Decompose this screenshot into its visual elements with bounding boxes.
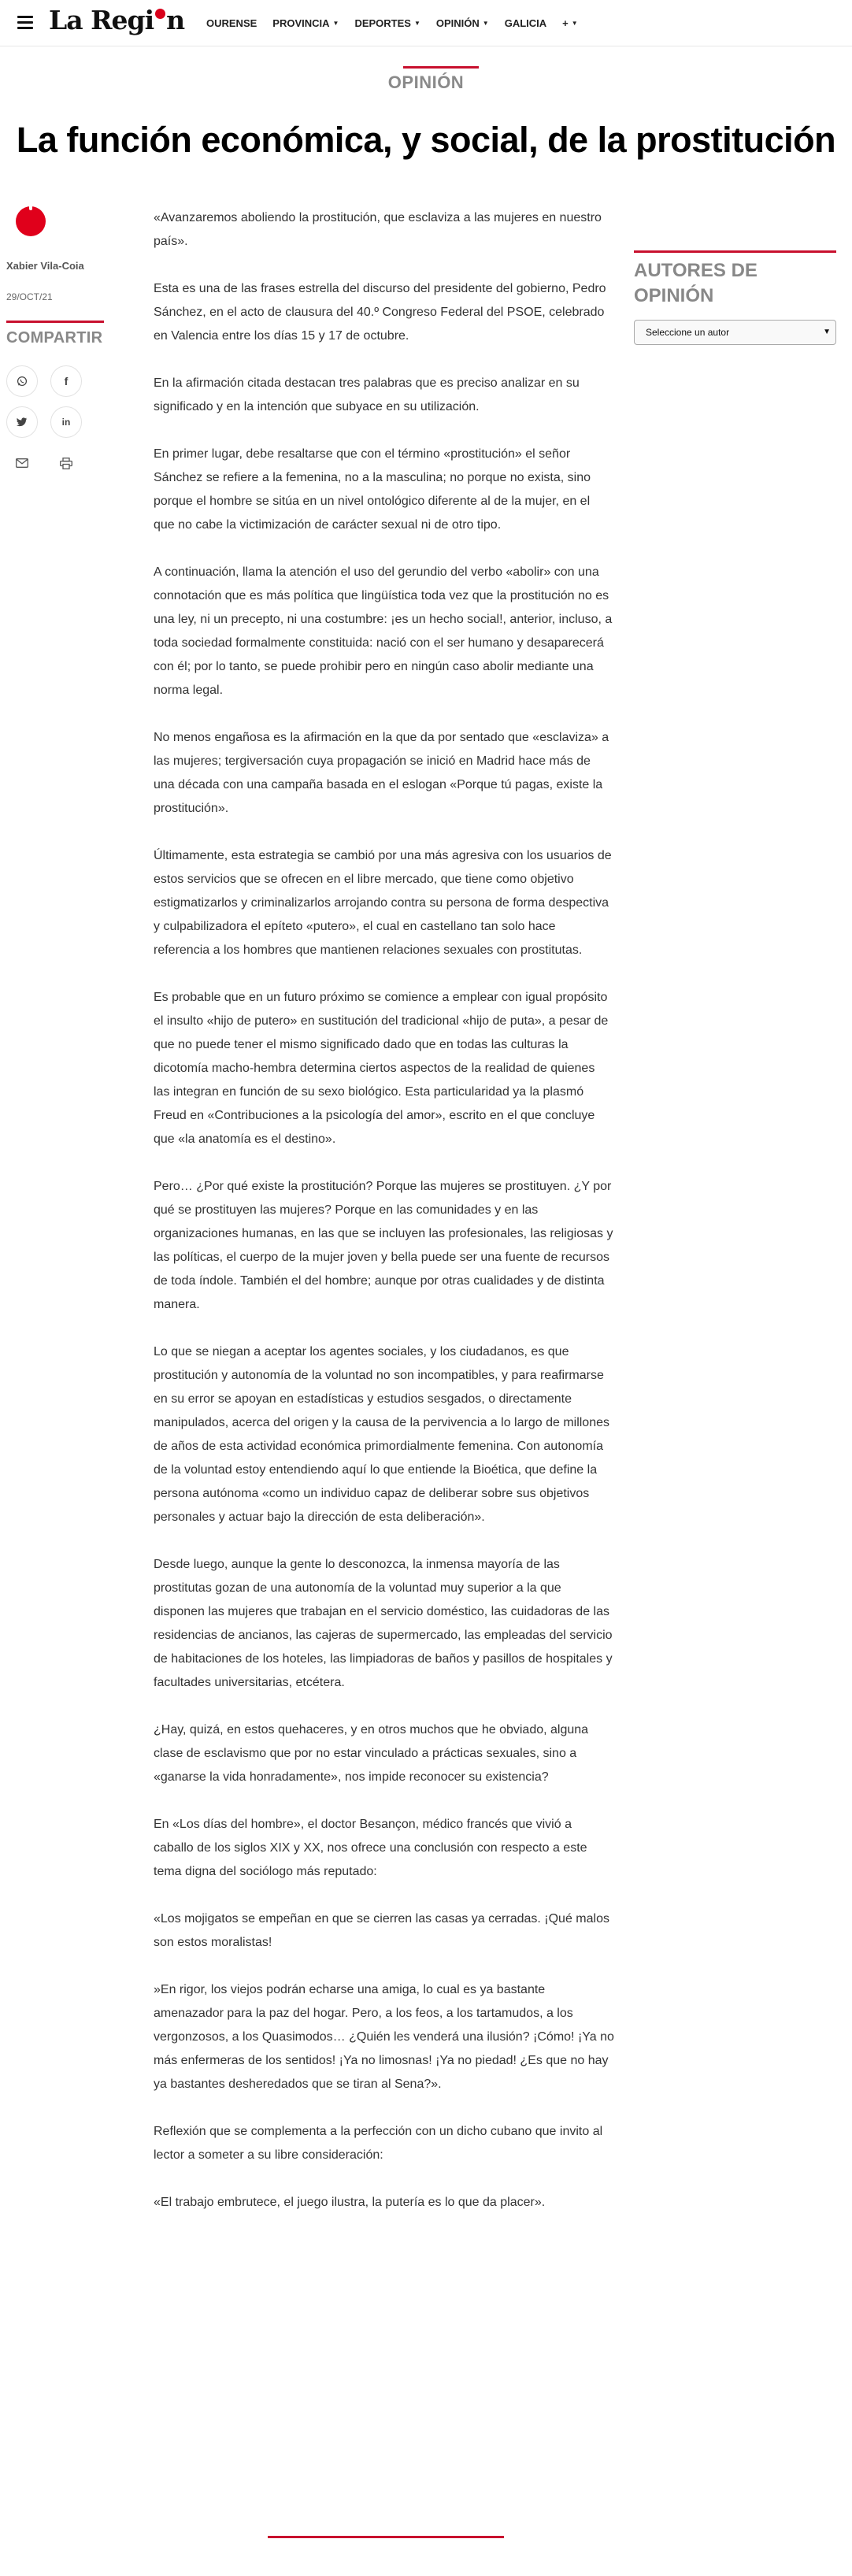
chevron-down-icon: ▼ — [413, 19, 420, 27]
chevron-down-icon: ▼ — [823, 328, 831, 336]
publish-date: 29/OCT/21 — [6, 291, 53, 302]
nav-item-label: DEPORTES — [354, 17, 411, 29]
share-accent-line — [6, 321, 104, 323]
section-label[interactable]: OPINIÓN — [387, 72, 465, 92]
article-paragraph: Desde luego, aunque la gente lo desconozca, la inmensa mayoría de las prostitutas gozan de una autonomía de la voluntad muy superior a la que disponen las mujeres que trabajan en el servicio doméstico, las cuidadoras de las residencias de ancianos, las cajeras de supermercado, las empleadas del servicio de habitaciones de los hoteles, las limpiadoras de baños y pasillos de hospitales y facultades universitarias, etcétera. — [154, 1558, 613, 1689]
main-nav — [206, 0, 594, 46]
article-paragraph: No menos engañosa es la afirmación en la que da por sentado que «esclaviza» a las mujeres; tergiversación cuya propagación se inició en Madrid hace más de una década con una campaña basada en el eslogan «Porque tú pagas, existe la prostitución». — [154, 731, 609, 815]
whatsapp-icon — [17, 376, 28, 387]
nav-item-0[interactable] — [206, 17, 257, 29]
author-name[interactable]: Xabier Vila-Coia — [6, 260, 84, 272]
logo-dot — [155, 9, 165, 19]
nav-item-label: + — [562, 17, 569, 29]
share-linkedin-button[interactable] — [50, 406, 82, 438]
article-end-line — [268, 2536, 504, 2538]
nav-item-1[interactable] — [272, 17, 339, 29]
article-paragraph: A continuación, llama la atención el uso del gerundio del verbo «abolir» con una connotación que es más política que lingüística toda vez que la prostitución no es una ley, ni un precepto, ni una costumbre: ¡es un hecho social!, anterior, incluso, a toda sociedad formalmente constituida: nació con el ser humano y desaparecerá con él; por lo tanto, se puede prohibir pero en ningún caso abolir mediante una norma legal. — [154, 565, 613, 697]
article-paragraph: En primer lugar, debe resaltarse que con el término «prostitución» el señor Sánchez se refiere a la femenina, no a la masculina; no porque no exista, sino porque el hombre se sitúa en un nivel ontológico diferente al de la mujer, en el que no cabe la victimización de carácter sexual ni de otro tipo. — [154, 447, 591, 532]
sidebar-title: AUTORES DE OPINIÓN — [634, 260, 758, 306]
nav-item-2[interactable] — [354, 17, 420, 29]
share-title: COMPARTIR — [6, 329, 103, 347]
nav-item-label: GALICIA — [504, 17, 547, 29]
nav-item-4[interactable] — [505, 17, 546, 29]
facebook-icon: f — [64, 375, 69, 387]
share-facebook-button[interactable] — [50, 365, 82, 397]
article-body — [154, 206, 614, 2238]
article-paragraph: «Avanzaremos aboliendo la prostitución, que esclaviza a las mujeres en nuestro país». — [154, 211, 602, 248]
article-paragraph: Pero… ¿Por qué existe la prostitución? Porque las mujeres se prostituyen. ¿Y por qué se prostituyen las mujeres? Porque en las comunidades y en las organizaciones humanas, en las que se incluyen las profesionales, las religiosas y las políticas, el cuerpo de la mujer joven y bella puede ser una fuente de recursos de toda índole. También el del hombre; aunque por otras cualidades y de distinta manera. — [154, 1180, 613, 1311]
share-twitter-button[interactable] — [6, 406, 38, 438]
avatar-stem — [29, 205, 32, 210]
chevron-down-icon: ▼ — [571, 19, 578, 27]
article-paragraph: En la afirmación citada destacan tres palabras que es preciso analizar en su significado y en la intención que subyace en su utilización. — [154, 376, 580, 413]
nav-item-3[interactable] — [436, 17, 489, 29]
article-paragraph: Esta es una de las frases estrella del discurso del presidente del gobierno, Pedro Sánchez, en el acto de clausura del 40.º Congreso Federal del PSOE, celebrado en Valencia entre los días 15 y 17 de octubre. — [154, 282, 606, 343]
sidebar-accent-line — [634, 250, 836, 253]
share-email-button[interactable] — [6, 447, 38, 479]
nav-item-5[interactable] — [562, 17, 578, 29]
article-paragraph: ¿Hay, quizá, en estos quehaceres, y en otros muchos que he obviado, alguna clase de esclavismo que por no estar vinculado a prácticas sexuales, sino a «ganarse la vida honradamente», nos impide reconocer su existencia? — [154, 1723, 589, 1784]
twitter-icon — [17, 417, 28, 427]
logo-text-right: n — [166, 5, 185, 35]
print-button[interactable] — [50, 447, 82, 479]
envelope-icon — [16, 458, 28, 468]
article-paragraph: Es probable que en un futuro próximo se comience a emplear con igual propósito el insulto «hijo de putero» en sustitución del tradicional «hijo de puta», a pesar de que no puede tener el mismo significado dado que en todas las culturas la dicotomía macho-hembra determina ciertos aspectos de la realidad de quienes las integran en función de su sexo biológico. Esta particularidad ya la plasmó Freud en «Contribuciones a la psicología del amor», escrito en el que concluye que «la anatomía es el destino». — [154, 991, 609, 1146]
share-whatsapp-button[interactable] — [6, 365, 38, 397]
printer-icon — [60, 458, 72, 469]
article-paragraph: Lo que se niegan a aceptar los agentes sociales, y los ciudadanos, es que prostitución y autonomía de la voluntad no son incompatibles, y para reafirmarse en su error se apoyan en estadísticas y estudios sesgados, o directamente manipulados, acerca del origen y la causa de la pervivencia a lo largo de millones de años de esta actividad económica primordialmente femenina. Con autonomía de la voluntad estoy entendiendo aquí lo que entiende la Bioética, que define la persona autónoma «como un individuo capaz de deliberar sobre sus objetivos personales y actuar bajo la dirección de esta deliberación». — [154, 1345, 609, 1524]
menu-icon[interactable] — [17, 16, 33, 28]
linkedin-icon: in — [61, 417, 71, 428]
nav-item-label: OURENSE — [206, 17, 257, 29]
author-avatar[interactable] — [16, 205, 46, 236]
nav-item-label: PROVINCIA — [272, 17, 330, 29]
site-header — [0, 0, 852, 46]
article-paragraph: En «Los días del hombre», el doctor Besançon, médico francés que vivió a caballo de los siglos XIX y XX, nos ofrece una conclusión con respecto a este tema digna del sociólogo más reputado: — [154, 1818, 587, 1878]
article-paragraph: »En rigor, los viejos podrán echarse una amiga, lo cual es ya bastante amenazador para la paz del hogar. Pero, a los feos, a los tartamudos, a los vergonzosos, a los Quasimodos… ¿Quién les venderá una ilusión? ¡Cómo! ¡Ya no más enfermeras de los sentidos! ¡Ya no limosnas! ¡Ya no piedad! ¿Es que no hay ya bastantes desheredados que se tiran al Sena?». — [154, 1983, 614, 2091]
section-accent-line — [403, 66, 479, 69]
article-paragraph: Últimamente, esta estrategia se cambió por una más agresiva con los usuarios de estos servicios que se ofrecen en el libre mercado, que tiene como objetivo estigmatizarlos y criminalizarlos arrojando contra su persona de forma despectiva y culpabilizadora el epíteto «putero», el cual en castellano tan solo hace referencia a los hombres que mantienen relaciones sexuales con prostitutas. — [154, 849, 612, 957]
author-select[interactable] — [634, 320, 836, 345]
nav-item-label: OPINIÓN — [435, 17, 480, 29]
avatar-ball — [16, 206, 46, 236]
chevron-down-icon: ▼ — [332, 19, 339, 27]
logo-text-left: La Regi — [49, 5, 154, 35]
site-logo[interactable] — [49, 5, 184, 36]
article-paragraph: «Los mojigatos se empeñan en que se cierren las casas ya cerradas. ¡Qué malos son estos moralistas! — [154, 1912, 609, 1949]
article-paragraph: Reflexión que se complementa a la perfección con un dicho cubano que invito al lector a someter a su libre consideración: — [154, 2125, 603, 2162]
article-paragraph: «El trabajo embrutece, el juego ilustra, la putería es lo que da placer». — [154, 2196, 546, 2209]
chevron-down-icon: ▼ — [482, 19, 489, 27]
author-select-value: Seleccione un autor — [646, 327, 730, 338]
article-title: La función económica, y social, de la prostitución — [16, 120, 836, 160]
